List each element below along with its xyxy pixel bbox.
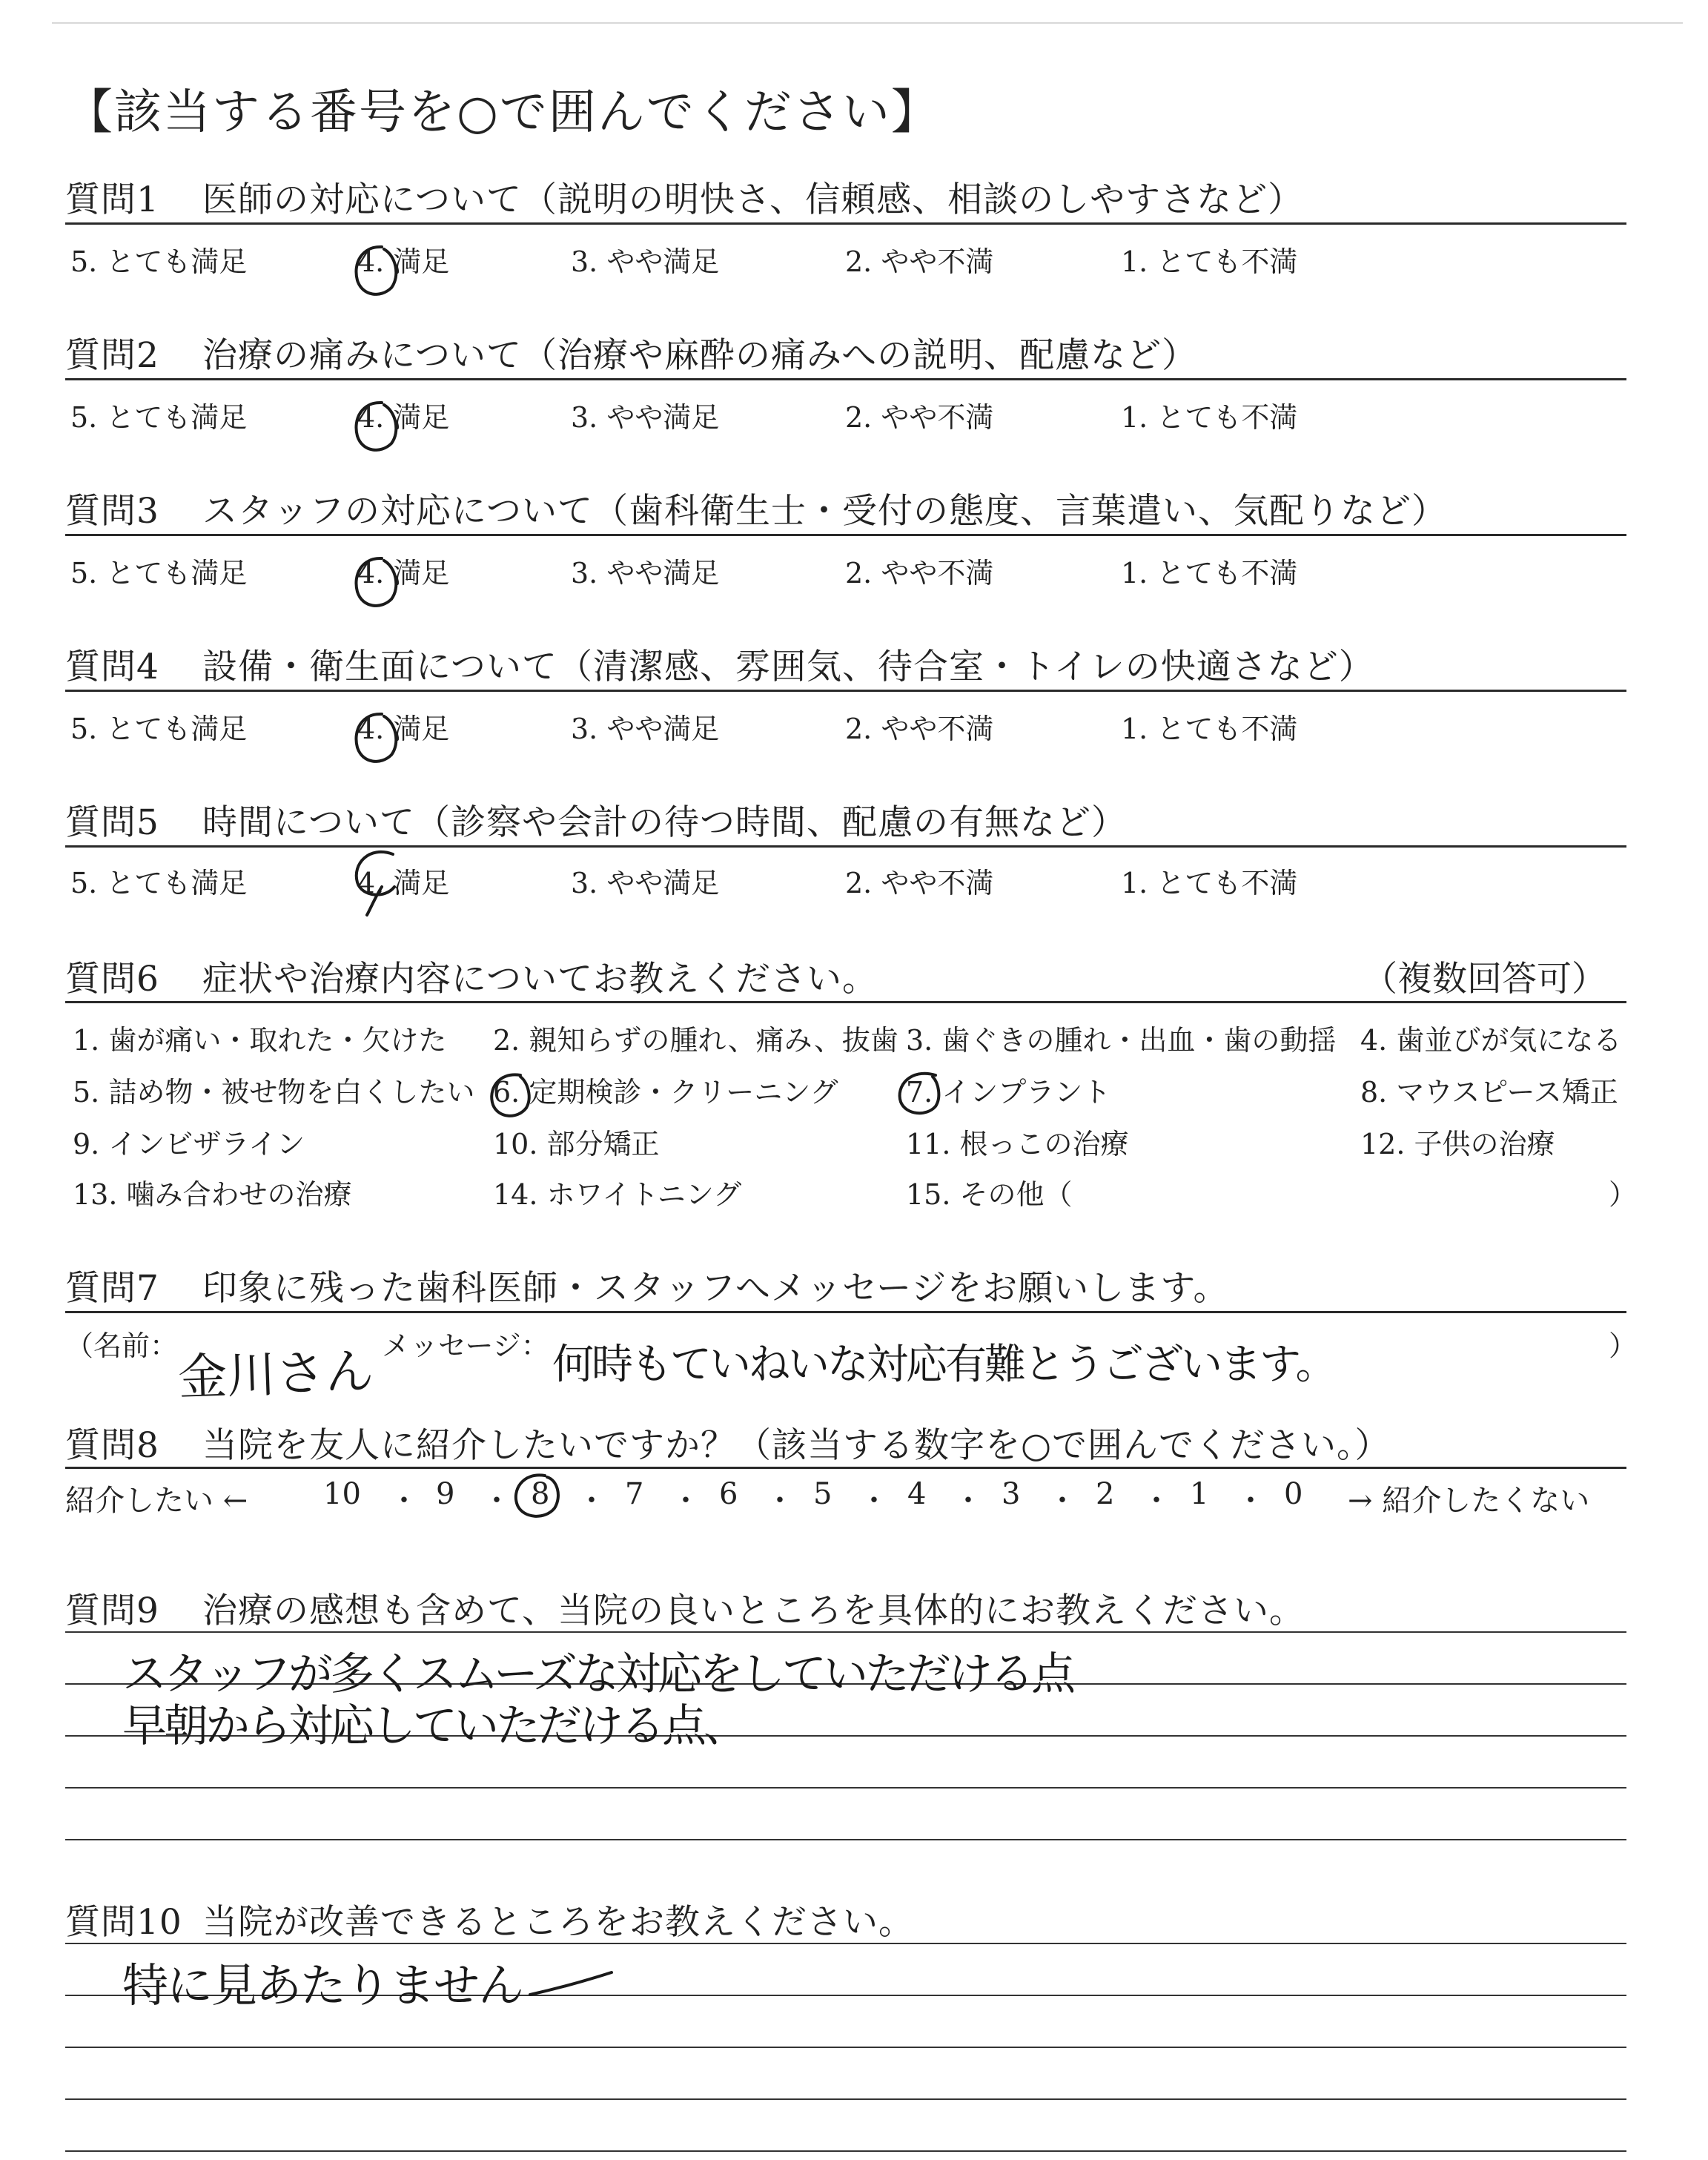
message-label: メッセージ： [382,1330,549,1362]
q10-answer-line [65,2150,1626,2152]
question-8-number: 質問8 [65,1425,159,1466]
question-4-title [65,639,1374,689]
q6-option-12[interactable]: 12. 子供の治療 [1360,1128,1555,1160]
q5-option-5[interactable]: 5. とても満足 [70,867,248,899]
q10-answer-line [65,2098,1626,2100]
question-4-text: 設備・衛生面について（清潔感、雰囲気、待合室・トイレの快適さなど） [202,647,1374,687]
scale-0[interactable]: 0 [1284,1477,1303,1511]
scale-separator: ・ [577,1484,606,1518]
q10-handwritten-line-1[interactable]: 特に見あたりません [122,1958,523,2012]
q5-option-3[interactable]: 3. やや満足 [571,867,720,899]
q6-option-3[interactable]: 3. 歯ぐきの腫れ・出血・歯の動揺 [906,1024,1337,1057]
question-9-title [65,1583,1305,1633]
q4-option-5[interactable]: 5. とても満足 [70,713,248,745]
question-3-title [65,483,1447,533]
q3-option-1[interactable]: 1. とても不満 [1121,557,1298,589]
scale-7[interactable]: 7 [625,1477,644,1511]
question-3-text: スタッフの対応について（歯科衛生士・受付の態度、言葉遣い、気配りなど） [202,491,1448,532]
question-6-rule [65,1001,1626,1003]
recommend-left-label: 紹介したい ← [65,1484,248,1518]
scale-separator: ・ [1047,1484,1077,1518]
q9-answer-line [65,1787,1626,1789]
scale-9[interactable]: 9 [436,1477,455,1511]
q4-option-3[interactable]: 3. やや満足 [571,713,720,745]
question-6-text: 症状や治療内容についてお教えください。 [202,959,878,1000]
question-9-number: 質問9 [65,1591,159,1631]
multiple-answers-note: （複数回答可） [1363,959,1606,1000]
question-3-number: 質問3 [65,491,159,532]
q6-option-7[interactable]: 7. インプラント [906,1076,1111,1109]
q6-option-8[interactable]: 8. マウスピース矯正 [1360,1076,1618,1109]
q2-option-2[interactable]: 2. やや不満 [845,401,994,434]
q4-option-4[interactable]: 4. 満足 [357,713,450,745]
question-10-title [65,1895,914,1944]
scale-1[interactable]: 1 [1190,1477,1209,1511]
question-9-text: 治療の感想も含めて、当院の良いところを具体的にお教えください。 [202,1591,1305,1631]
q6-option-2[interactable]: 2. 親知らずの腫れ、痛み、抜歯 [493,1024,898,1057]
q5-option-4[interactable]: 4. 満足 [357,867,450,899]
q2-option-1[interactable]: 1. とても不満 [1121,401,1298,434]
q6-other-close-paren: ） [1609,1178,1638,1211]
scale-10[interactable]: 10 [323,1477,361,1511]
handwritten-message[interactable]: 何時もていねいな対応有難とうございます。 [552,1341,1335,1389]
q1-option-4[interactable]: 4. 満足 [357,245,450,278]
question-5-number: 質問5 [65,802,159,843]
q2-option-3[interactable]: 3. やや満足 [571,401,720,434]
q9-handwritten-line-1[interactable]: スタッフが多くスムーズな対応をしていただける点 [122,1648,1073,1700]
scale-8[interactable]: 8 [531,1477,550,1511]
question-8-text: 当院を友人に紹介したいですか？（該当する数字を○で囲んでください。） [202,1425,1391,1466]
question-4-number: 質問4 [65,647,159,687]
scale-separator: ・ [859,1484,889,1518]
q7-close-paren: ） [1609,1330,1638,1362]
question-1-text: 医師の対応について（説明の明快さ、信頼感、相談のしやすさなど） [202,179,1304,220]
q1-option-2[interactable]: 2. やや不満 [845,245,994,278]
q5-option-1[interactable]: 1. とても不満 [1121,867,1298,899]
q9-handwritten-line-2[interactable]: 早朝から対応していただける点、 [122,1700,745,1752]
q1-option-5[interactable]: 5. とても満足 [70,245,248,278]
q1-option-3[interactable]: 3. やや満足 [571,245,720,278]
scale-separator: ・ [1142,1484,1171,1518]
scale-6[interactable]: 6 [719,1477,738,1511]
q6-option-6[interactable]: 6. 定期検診・クリーニング [493,1076,838,1109]
q6-option-11[interactable]: 11. 根っこの治療 [906,1128,1129,1160]
q6-option-4[interactable]: 4. 歯並びが気になる [1360,1024,1622,1057]
q3-option-4[interactable]: 4. 満足 [357,557,450,589]
q3-option-2[interactable]: 2. やや不満 [845,557,994,589]
name-label: （名前： [65,1330,179,1362]
question-8-title [65,1418,1391,1467]
q10-underline-stroke [530,1972,612,1995]
q6-option-15[interactable]: 15. その他（ [906,1178,1073,1211]
scale-2[interactable]: 2 [1096,1477,1115,1511]
q6-option-9[interactable]: 9. インビザライン [73,1128,305,1160]
question-7-rule [65,1311,1626,1313]
q6-option-10[interactable]: 10. 部分矯正 [493,1128,660,1160]
q4-option-2[interactable]: 2. やや不満 [845,713,994,745]
q6-option-1[interactable]: 1. 歯が痛い・取れた・欠けた [73,1024,447,1057]
question-2-rule [65,378,1626,380]
q3-option-3[interactable]: 3. やや満足 [571,557,720,589]
question-1-rule [65,222,1626,225]
question-1-number: 質問1 [65,179,159,220]
q5-option-2[interactable]: 2. やや不満 [845,867,994,899]
question-2-title [65,328,1197,377]
question-10-number: 質問10 [65,1902,182,1943]
q2-option-5[interactable]: 5. とても満足 [70,401,248,434]
question-5-text: 時間について（診察や会計の待つ時間、配慮の有無など） [202,802,1128,843]
scale-separator: ・ [389,1484,419,1518]
scale-4[interactable]: 4 [907,1477,927,1511]
scale-separator: ・ [765,1484,795,1518]
question-2-number: 質問2 [65,335,159,376]
question-6-title [65,951,878,1001]
question-8-rule [65,1467,1626,1469]
scale-separator: ・ [953,1484,983,1518]
q6-option-5[interactable]: 5. 詰め物・被せ物を白くしたい [73,1076,475,1109]
q6-option-13[interactable]: 13. 噛み合わせの治療 [73,1178,352,1211]
q1-option-1[interactable]: 1. とても不満 [1121,245,1298,278]
question-7-number: 質問7 [65,1268,159,1309]
scale-separator: ・ [671,1484,701,1518]
question-5-title [65,795,1127,845]
question-4-rule [65,690,1626,692]
survey-heading: 【該当する番号を○で囲んでください】 [65,85,940,140]
scale-separator: ・ [482,1484,512,1518]
q10-answer-line [65,2047,1626,2048]
q6-option-14[interactable]: 14. ホワイトニング [493,1178,742,1211]
q10-answer-line [65,1943,1626,1944]
scale-separator: ・ [1236,1484,1265,1518]
question-7-title [65,1261,1228,1310]
scale-5[interactable]: 5 [813,1477,833,1511]
recommend-right-label: → 紹介したくない [1348,1484,1590,1518]
question-1-title [65,172,1303,222]
question-10-text: 当院が改善できるところをお教えください。 [202,1902,914,1943]
q9-answer-line [65,1839,1626,1840]
q4-option-1[interactable]: 1. とても不満 [1121,713,1298,745]
handwritten-name[interactable]: 金川さん [176,1342,375,1407]
q2-option-4[interactable]: 4. 満足 [357,401,450,434]
scale-3[interactable]: 3 [1002,1477,1021,1511]
q9-answer-line [65,1631,1626,1633]
scan-top-edge [52,22,1683,24]
q3-option-5[interactable]: 5. とても満足 [70,557,248,589]
question-3-rule [65,534,1626,536]
question-2-text: 治療の痛みについて（治療や麻酔の痛みへの説明、配慮など） [202,335,1198,376]
question-7-text: 印象に残った歯科医師・スタッフへメッセージをお願いします。 [202,1268,1229,1309]
question-5-rule [65,845,1626,848]
question-6-number: 質問6 [65,959,159,1000]
